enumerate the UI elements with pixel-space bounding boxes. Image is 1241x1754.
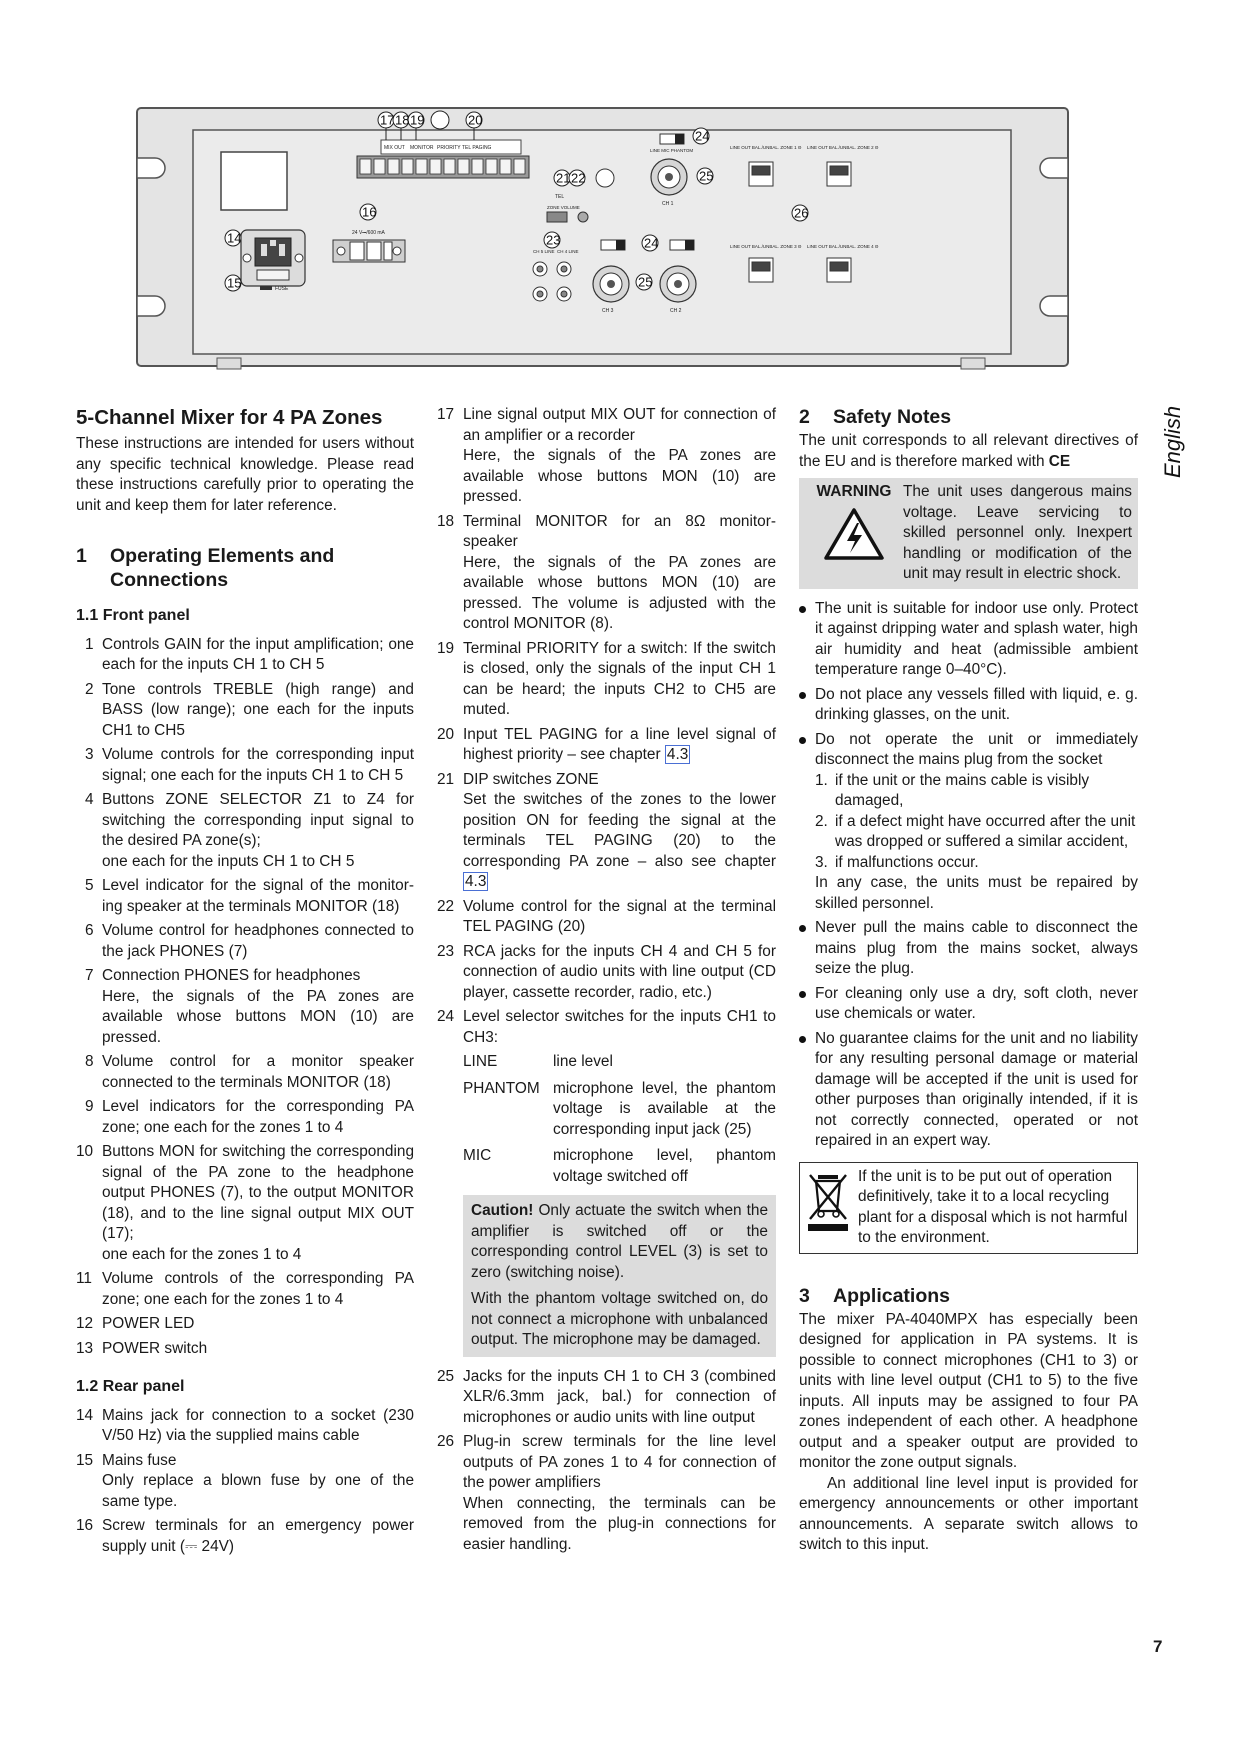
svg-text:25: 25 [699, 168, 714, 184]
subsection-rear-panel: 1.2 Rear panel [76, 1378, 185, 1395]
safety-intro: The unit corresponds to all relevant directives of the EU and is therefore marked with CE [799, 432, 1138, 470]
applications-paragraph-2: An additional line level input is provided for emergency announcements or other important announcements. A separate switch allows to switch to this input. [799, 1474, 1138, 1553]
list-item: 2. if a defect might have occurred after the unit was dropped or suffered a similar accident, [815, 812, 1136, 850]
svg-text:14: 14 [227, 230, 242, 246]
label-ch2: CH 2 [670, 308, 682, 314]
label-zone1: LINE OUT BAL./UNBAL. ZONE 1 Θ [730, 145, 802, 150]
svg-text:23: 23 [546, 232, 561, 248]
chapter-link-4-3[interactable]: 4.3 [465, 873, 487, 890]
svg-text:19: 19 [410, 112, 425, 128]
list-item: 20 Input TEL PAGING for a line level signal of highest priority – see chapter 4.3 [437, 725, 776, 763]
label-ch5-line: CH 5 LINE [533, 249, 555, 254]
callout-21-22 [554, 170, 585, 186]
column-3 [799, 405, 1138, 1556]
section-3-heading: 3 Applications [799, 1284, 951, 1307]
front-panel-list [76, 635, 414, 1360]
svg-text:17: 17 [380, 112, 395, 128]
list-item: For cleaning only use a dry, soft cloth, never use chemicals or water. [799, 984, 1138, 1025]
label-monitor: MONITOR [410, 145, 434, 151]
label-zone4: LINE OUT BAL./UNBAL. ZONE 4 Θ [807, 244, 879, 249]
label-fuse: FUSE [275, 286, 289, 292]
list-item: 21 DIP switches ZONE Set the switches of the zones to the lower position ON for feeding the signal at the terminals TEL PAGING (20) to the corresponding PA zone – also see chapter 4.3 [437, 770, 776, 890]
selector-row: MIC microphone level, phantom voltage switched off [463, 1147, 776, 1185]
list-item: 3. if malfunctions occur. [815, 853, 979, 871]
list-item: 15 Mains fuse Only replace a blown fuse by one of the same type. [76, 1451, 414, 1510]
list-item: 17 Line signal output MIX OUT for connection of an amplifier or a recorder Here, the signals of the PA zones are available whose buttons MON (10) are pressed. [437, 406, 776, 505]
recycling-box [799, 1162, 1138, 1254]
mains-jack [241, 230, 305, 286]
warning-label: WARNING [816, 483, 892, 500]
terminal-strip-top [357, 156, 529, 178]
label-mix-out: MIX OUT [384, 145, 405, 151]
list-item: 3 Volume controls for the corresponding input signal; one each for the inputs CH 1 to CH 5 [85, 746, 414, 784]
callout-25-top [697, 168, 713, 184]
rear-panel-list [76, 1406, 414, 1558]
svg-text:24: 24 [695, 128, 710, 144]
repair-note: In any case, the units must be repaired by skilled personnel. [815, 874, 1138, 912]
section-1-heading: 1 Operating Elements and Connections [76, 545, 335, 591]
svg-text:26: 26 [794, 205, 809, 221]
xlr-combo-ch1 [651, 159, 687, 195]
label-zone2: LINE OUT BAL./UNBAL. ZONE 2 Θ [807, 145, 879, 150]
label-tel-paging: TEL PAGING [462, 145, 492, 151]
label-priority: PRIORITY [437, 145, 461, 151]
list-item: 12 POWER LED [76, 1315, 195, 1332]
applications-paragraph-1: The mixer PA-4040MPX has especially been designed for application in PA systems. It is possible to connect microphones (CH1 to 3) or units with line level output (CH1 to 5) to the five inputs. All inputs may be assigned to four PA zones independent of each other. A headphone output and a speaker output are provided to monitor the zone output signals. [799, 1310, 1138, 1471]
volume-knob-22 [431, 111, 449, 129]
subsection-front-panel: 1.1 Front panel [76, 607, 190, 624]
list-item: 11 Volume controls of the corresponding PA zone; one each for the zones 1 to 4 [76, 1270, 414, 1308]
list-item: 24 Level selector switches for the inputs CH1 to CH3: [437, 1008, 776, 1046]
svg-text:20: 20 [468, 112, 483, 128]
chapter-link-4-3[interactable]: 4.3 [666, 746, 689, 763]
list-item: 10 Buttons MON for switching the corresponding signal of the PA zone to the headphone output PHONES (7), to the output MONITOR (18), and to the line signal output MIX OUT (17); one each for the zones 1 to 4 [76, 1143, 414, 1263]
svg-text:15: 15 [227, 275, 242, 291]
ce-mark: CE [1048, 452, 1071, 470]
language-tab-label: English [1160, 405, 1185, 478]
list-item: 23 RCA jacks for the inputs CH 4 and CH 5 for connection of audio units with line output (CD player, cassette recorder, radio, etc.) [437, 942, 776, 1001]
list-item: 9 Level indicators for the corresponding PA zone; one each for the zones 1 to 4 [85, 1098, 414, 1136]
selector-row: LINE line level [463, 1053, 613, 1070]
dip-switch-zone [547, 212, 567, 222]
list-item: 26 Plug-in screw terminals for the line level outputs of PA zones 1 to 4 for connection of the power amplifiers When connecting, the terminals can be removed from the plug-in connections for easier handling. [437, 1433, 776, 1553]
label-tel: TEL [555, 194, 565, 200]
callout-24-bottom: 24 [644, 235, 659, 251]
warning-text: The unit uses dangerous mains voltage. Leave servicing to skilled personnel only. Inexpert handling or modification of the unit may result in electric shock. [903, 483, 1132, 582]
list-item: 25 Jacks for the inputs CH 1 to CH 3 (combined XLR/6.3mm jack, bal.) for connection of microphones or audio units with line output [437, 1367, 776, 1426]
list-item: 18 Terminal MONITOR for an 8Ω monitor-speaker Here, the signals of the PA zones are available whose buttons MON (10) are pressed. The volume is adjusted with the control MONITOR (8). [437, 512, 776, 632]
list-item: Do not place any vessels filled with liquid, e. g. drinking glasses, on the unit. [799, 685, 1138, 726]
list-item: 1. if the unit or the mains cable is visibly damaged, [815, 771, 1090, 809]
section-2-heading: 2 Safety Notes [799, 406, 952, 428]
list-item: 1 Controls GAIN for the input amplification; one each for the inputs CH 1 to CH 5 [85, 635, 414, 673]
svg-text:22: 22 [571, 170, 586, 186]
callout-23 [544, 232, 560, 248]
malfunction-sublist [815, 771, 1138, 874]
high-voltage-warning-icon [823, 507, 885, 561]
callout-24-top [693, 128, 709, 144]
list-item: 2 Tone controls TREBLE (high range) and BASS (low range); one each for the inputs CH1 to CH5 [85, 680, 414, 739]
caution-label: Caution! [471, 1202, 534, 1219]
xlr-combo-ch2 [660, 266, 696, 302]
warning-box [799, 478, 1138, 589]
list-item: 6 Volume control for headphones connected to the jack PHONES (7) [85, 922, 414, 960]
list-item: 5 Level indicator for the signal of the monitor-ing speaker at the terminals MONITOR (18) [85, 877, 414, 915]
crossed-bin-icon [806, 1167, 850, 1233]
svg-text:21: 21 [556, 170, 571, 186]
svg-text:16: 16 [362, 204, 377, 220]
list-item: Do not operate the unit or immediately disconnect the mains plug from the socket [799, 730, 1138, 771]
selector-row: PHANTOM microphone level, the phantom voltage is available at the corresponding input jack (25) [463, 1079, 776, 1138]
label-zone3: LINE OUT BAL./UNBAL. ZONE 3 Θ [730, 244, 802, 249]
svg-text:18: 18 [395, 112, 410, 128]
label-ch3: CH 3 [602, 308, 614, 314]
label-24v: 24 V⎓/600 mA [352, 230, 385, 236]
caution-box: Caution! Only actuate the switch when the amplifier is switched off or the corresponding control LEVEL (3) is set to zero (switching noise). With the phantom voltage switched on, do not connect a microphone with unbalanced output. The microphone may be damaged. [463, 1195, 776, 1357]
intro-paragraph: These instructions are intended for users without any specific technical knowledge. Please read these instructions carefully prior to operating the unit and keep them for later reference. [76, 435, 414, 514]
label-line-mic-phantom-1: LINE MIC PHANTOM [650, 148, 694, 153]
callout-14 [225, 230, 241, 246]
list-item: 16 Screw terminals for an emergency power supply unit (⎓ 24V) [76, 1517, 414, 1555]
list-item: 14 Mains jack for connection to a socket (230 V/50 Hz) via the supplied mains cable [76, 1406, 414, 1444]
page-number: 7 [1153, 1637, 1163, 1656]
emergency-power-terminals [333, 240, 405, 262]
list-item: Never pull the mains cable to disconnect the mains plug from the mains socket, always seize the plug. [799, 918, 1138, 980]
list-item: 7 Connection PHONES for headphones Here, the signals of the PA zones are available whose buttons MON (10) are pressed. [85, 967, 414, 1046]
callout-25-bottom: 25 [638, 274, 653, 290]
list-item: 8 Volume control for a monitor speaker connected to the terminals MONITOR (18) [85, 1053, 414, 1091]
callout-26 [792, 205, 808, 221]
label-zone-volume: ZONE VOLUME [547, 205, 580, 210]
page-title: 5-Channel Mixer for 4 PA Zones [76, 406, 383, 429]
level-selector-table [437, 1052, 776, 1187]
list-item: 22 Volume control for the signal at the terminal TEL PAGING (20) [437, 897, 776, 935]
list-item: No guarantee claims for the unit and no liability for any resulting personal damage or material damage will be accepted if the unit is used for other purposes than originally intended, if it is not correctly connected, operated or not repaired in an expert way. [799, 1029, 1138, 1152]
list-item: 4 Buttons ZONE SELECTOR Z1 to Z4 for switching the corresponding input signal to the desired PA zone(s); one each for the inputs CH 1 to CH 5 [85, 791, 414, 870]
label-ch4-line: CH 4 LINE [557, 249, 579, 254]
callout-16 [360, 204, 376, 220]
callout-15 [225, 275, 241, 291]
column-1 [76, 405, 414, 1561]
column-2 [437, 405, 776, 1559]
label-ch1: CH 1 [662, 201, 674, 207]
recycling-text: If the unit is to be put out of operation definitively, take it to a local recycling plant for a disposal which is not harmful to the environment. [858, 1167, 1128, 1246]
list-item: The unit is suitable for indoor use only. Protect it against dripping water and splash water, high air humidity and heat (admissible ambient temperature range 0–40°C). [799, 599, 1138, 681]
rear-panel-figure [135, 106, 1070, 370]
xlr-combo-ch3 [593, 266, 629, 302]
list-item: 19 Terminal PRIORITY for a switch: If the switch is closed, only the signals of the input CH 1 can be heard; the inputs CH2 to CH5 are muted. [437, 639, 776, 718]
list-item: 13 POWER switch [76, 1339, 208, 1357]
